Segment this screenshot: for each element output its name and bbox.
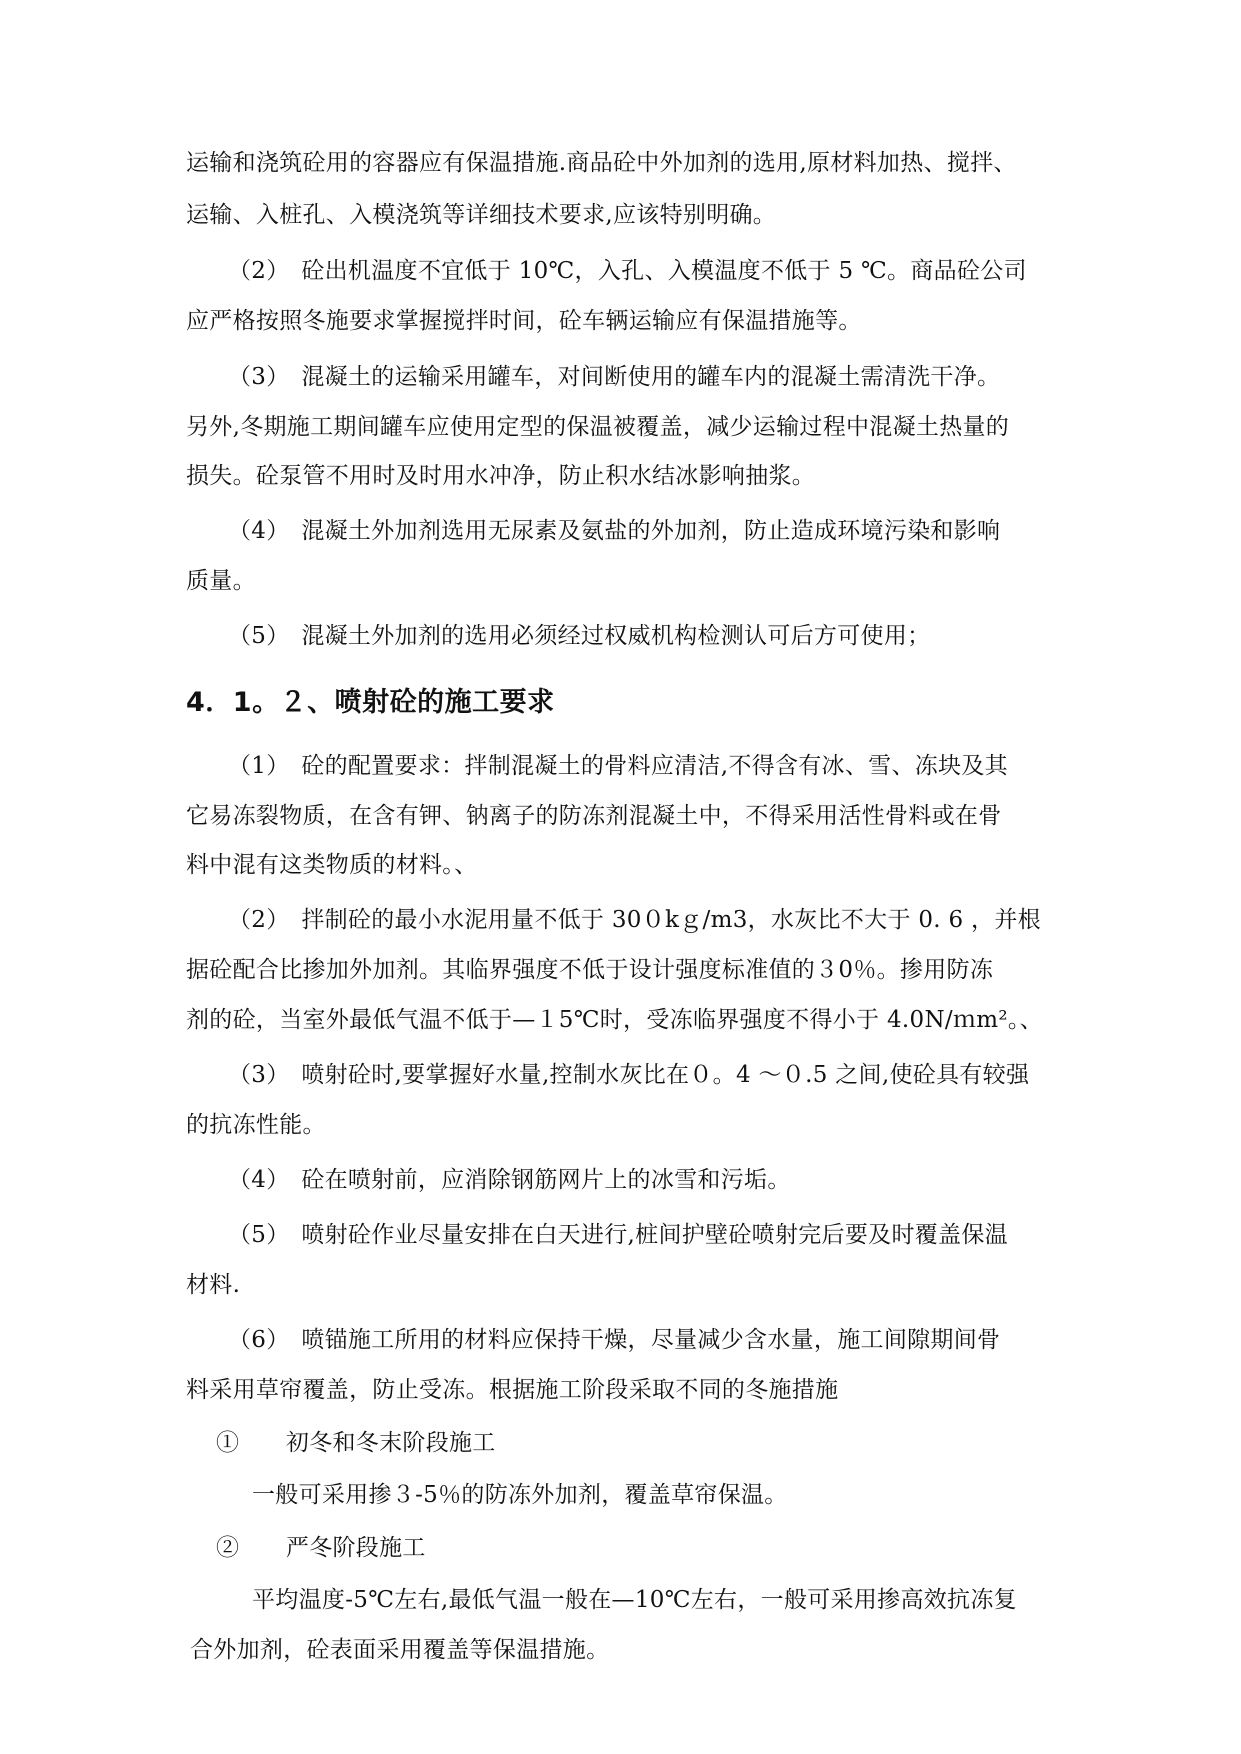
paragraph-line: 运输和浇筑砼用的容器应有保温措施.商品砼中外加剂的选用,原材料加热、搅拌、 xyxy=(186,150,1017,176)
spray-item-3-line: （3） 喷射砼时,要掌握好水量,控制水灰比在０。4 ～０.5 之间,使砼具有较强 xyxy=(228,1062,1030,1088)
paragraph-line: 运输、入桩孔、入模浇筑等详细技术要求,应该特别明确。 xyxy=(186,202,777,228)
paragraph-line: 的抗冻性能。 xyxy=(186,1112,326,1138)
paragraph-line: 另外,冬期施工期间罐车应使用定型的保温被覆盖，减少运输过程中混凝土热量的 xyxy=(186,414,1010,440)
spray-item-1-line: （1） 砼的配置要求：拌制混凝土的骨料应清洁,不得含有冰、雪、冻块及其 xyxy=(228,753,1008,779)
paragraph-line: 据砼配合比掺加外加剂。其临界强度不低于设计强度标准值的３0％。掺用防冻 xyxy=(186,957,994,983)
list-item-5-line: （5） 混凝土外加剂的选用必须经过权威机构检测认可后方可使用； xyxy=(228,623,931,649)
spray-item-6-line: （6） 喷锚施工所用的材料应保持干燥，尽量减少含水量，施工间隙期间骨 xyxy=(228,1327,1001,1353)
sub-item-2-text: 平均温度-5℃左右,最低气温一般在—10℃左右，一般可采用掺高效抗冻复 xyxy=(252,1587,1017,1613)
list-item-3-line: （3） 混凝土的运输采用罐车，对间断使用的罐车内的混凝土需清洗干净。 xyxy=(228,364,1001,390)
paragraph-line: 质量。 xyxy=(186,568,256,594)
sub-item-1-title: ① 初冬和冬末阶段施工 xyxy=(216,1430,496,1456)
section-heading: 4．1。２、喷射砼的施工要求 xyxy=(186,687,555,718)
sub-item-2-title: ② 严冬阶段施工 xyxy=(216,1535,426,1561)
sub-item-1-text: 一般可采用掺３-5％的防冻外加剂，覆盖草帘保温。 xyxy=(252,1482,788,1508)
paragraph-line: 它易冻裂物质，在含有钾、钠离子的防冻剂混凝土中，不得采用活性骨料或在骨 xyxy=(186,803,1002,829)
spray-item-2-line: （2） 拌制砼的最小水泥用量不低于 30０kｇ/m3，水灰比不大于 0. 6 ，并根 xyxy=(228,907,1041,933)
paragraph-line: 料中混有这类物质的材料。、 xyxy=(186,852,478,878)
paragraph-line: 剂的砼，当室外最低气温不低于—１5℃时，受冻临界强度不得小于 4.0N/ｍm²。、 xyxy=(186,1007,1043,1033)
list-item-4-line: （4） 混凝土外加剂选用无尿素及氨盐的外加剂，防止造成环境污染和影响 xyxy=(228,518,1001,544)
paragraph-line: 应严格按照冬施要求掌握搅拌时间，砼车辆运输应有保温措施等。 xyxy=(186,308,862,334)
paragraph-line: 料采用草帘覆盖，防止受冻。根据施工阶段采取不同的冬施措施 xyxy=(186,1377,839,1403)
spray-item-4-line: （4） 砼在喷射前，应消除钢筋网片上的冰雪和污垢。 xyxy=(228,1167,791,1193)
paragraph-line: 材料. xyxy=(186,1272,241,1298)
list-item-2-line: （2） 砼出机温度不宜低于 10℃，入孔、入模温度不低于 5 ℃。商品砼公司 xyxy=(228,258,1027,284)
paragraph-line: 合外加剂，砼表面采用覆盖等保温措施。 xyxy=(190,1637,610,1663)
paragraph-line: 损失。砼泵管不用时及时用水冲净，防止积水结冰影响抽浆。 xyxy=(186,463,816,489)
spray-item-5-line: （5） 喷射砼作业尽量安排在白天进行,桩间护壁砼喷射完后要及时覆盖保温 xyxy=(228,1222,1008,1248)
